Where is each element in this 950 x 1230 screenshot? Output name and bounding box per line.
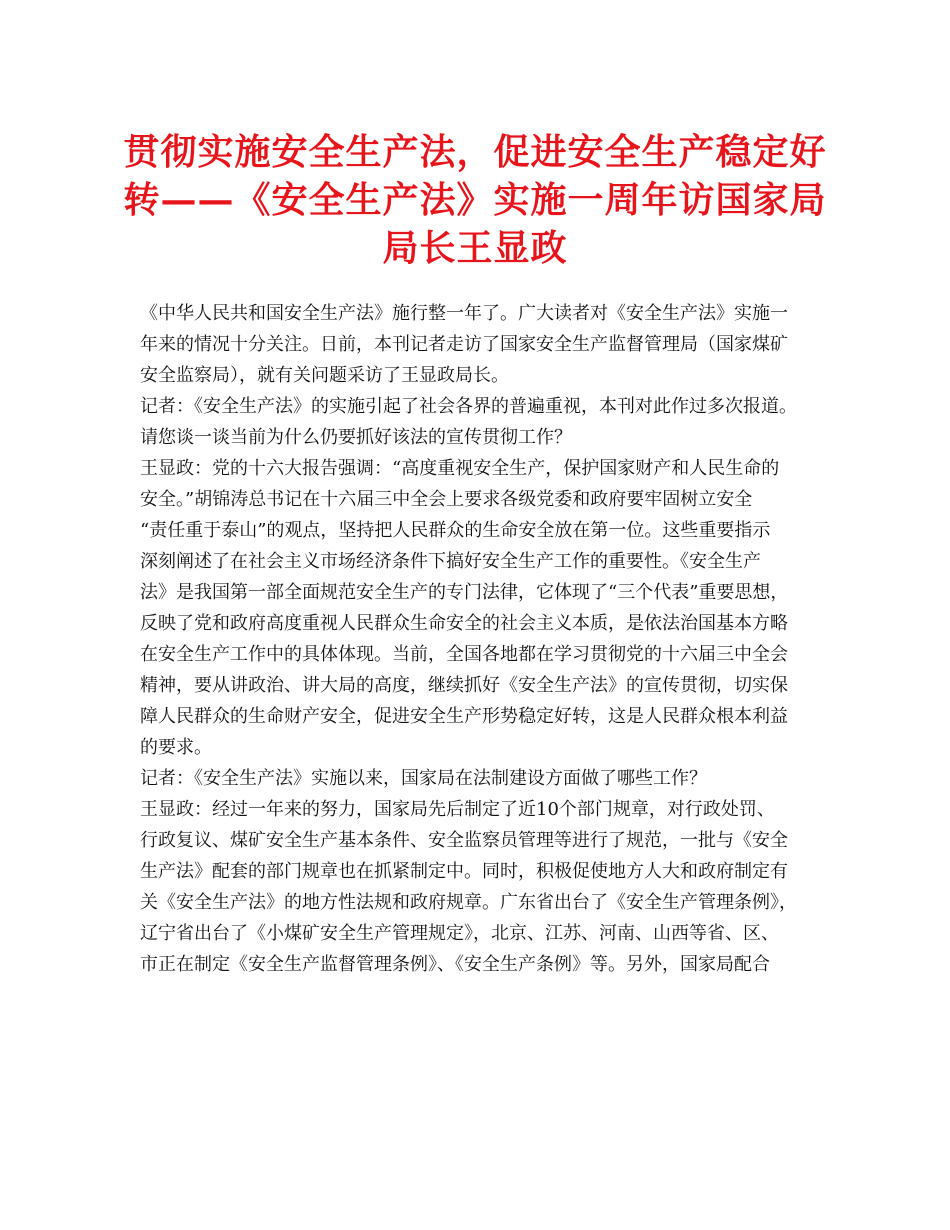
body-line: 的要求。	[140, 737, 212, 758]
body-line: 请您谈一谈当前为什么仍要抓好该法的宣传贯彻工作？	[140, 427, 572, 448]
body-line: 反映了党和政府高度重视人民群众生命安全的社会主义本质，是依法治国基本方略	[140, 613, 788, 634]
body-line: 安全监察局），就有关问题采访了王显政局长。	[140, 365, 509, 386]
body-line: 记者：《安全生产法》的实施引起了社会各界的普遍重视，本刊对此作过多次报道。	[140, 396, 797, 417]
title-line: 局长王显政	[382, 227, 568, 269]
body-line: 记者：《安全生产法》实施以来，国家局在法制建设方面做了哪些工作？	[140, 768, 707, 789]
body-line: 深刻阐述了在社会主义市场经济条件下搞好安全生产工作的重要性。《安全生产	[140, 551, 761, 572]
body-line: 辽宁省出台了《小煤矿安全生产管理规定》，北京、江苏、河南、山西等省、区、	[140, 923, 779, 944]
body-line: 法》是我国第一部全面规范安全生产的专门法律，它体现了“三个代表”重要思想，	[140, 582, 789, 603]
body-line: 行政复议、煤矿安全生产基本条件、安全监察员管理等进行了规范，一批与《安全	[140, 830, 788, 851]
body-line: 王显政：党的十六大报告强调：“高度重视安全生产，保护国家财产和人民生命的	[140, 458, 780, 479]
body-line: 生产法》配套的部门规章也在抓紧制定中。同时，积极促使地方人大和政府制定有	[140, 861, 788, 882]
body-line: 障人民群众的生命财产安全，促进安全生产形势稳定好转，这是人民群众根本利益	[140, 706, 788, 727]
body-line: 精神，要从讲政治、讲大局的高度，继续抓好《安全生产法》的宣传贯彻，切实保	[140, 675, 788, 696]
body-line: “责任重于泰山”的观点，坚持把人民群众的生命安全放在第一位。这些重要指示	[140, 520, 771, 541]
body-line: 在安全生产工作中的具体体现。当前，全国各地都在学习贯彻党的十六届三中全会	[140, 644, 788, 665]
document-title	[120, 128, 830, 272]
title-line: 转——《安全生产法》实施一周年访国家局	[123, 179, 827, 221]
title-line: 贯彻实施安全生产法，促进安全生产稳定好	[123, 131, 827, 173]
body-line: 关《安全生产法》的地方性法规和政府规章。广东省出台了《安全生产管理条例》，	[140, 892, 797, 913]
body-line: 市正在制定《安全生产监督管理条例》、《安全生产条例》等。另外，国家局配合	[140, 954, 770, 975]
body-line: 王显政：经过一年来的努力，国家局先后制定了近10个部门规章，对行政处罚、	[140, 799, 775, 820]
article-body	[140, 298, 820, 980]
body-line: 《中华人民共和国安全生产法》施行整一年了。广大读者对《安全生产法》实施一	[140, 303, 788, 324]
body-line: 安全。”胡锦涛总书记在十六届三中全会上要求各级党委和政府要牢固树立安全	[140, 489, 753, 510]
body-line: 年来的情况十分关注。日前，本刊记者走访了国家安全生产监督管理局（国家煤矿	[140, 334, 788, 355]
